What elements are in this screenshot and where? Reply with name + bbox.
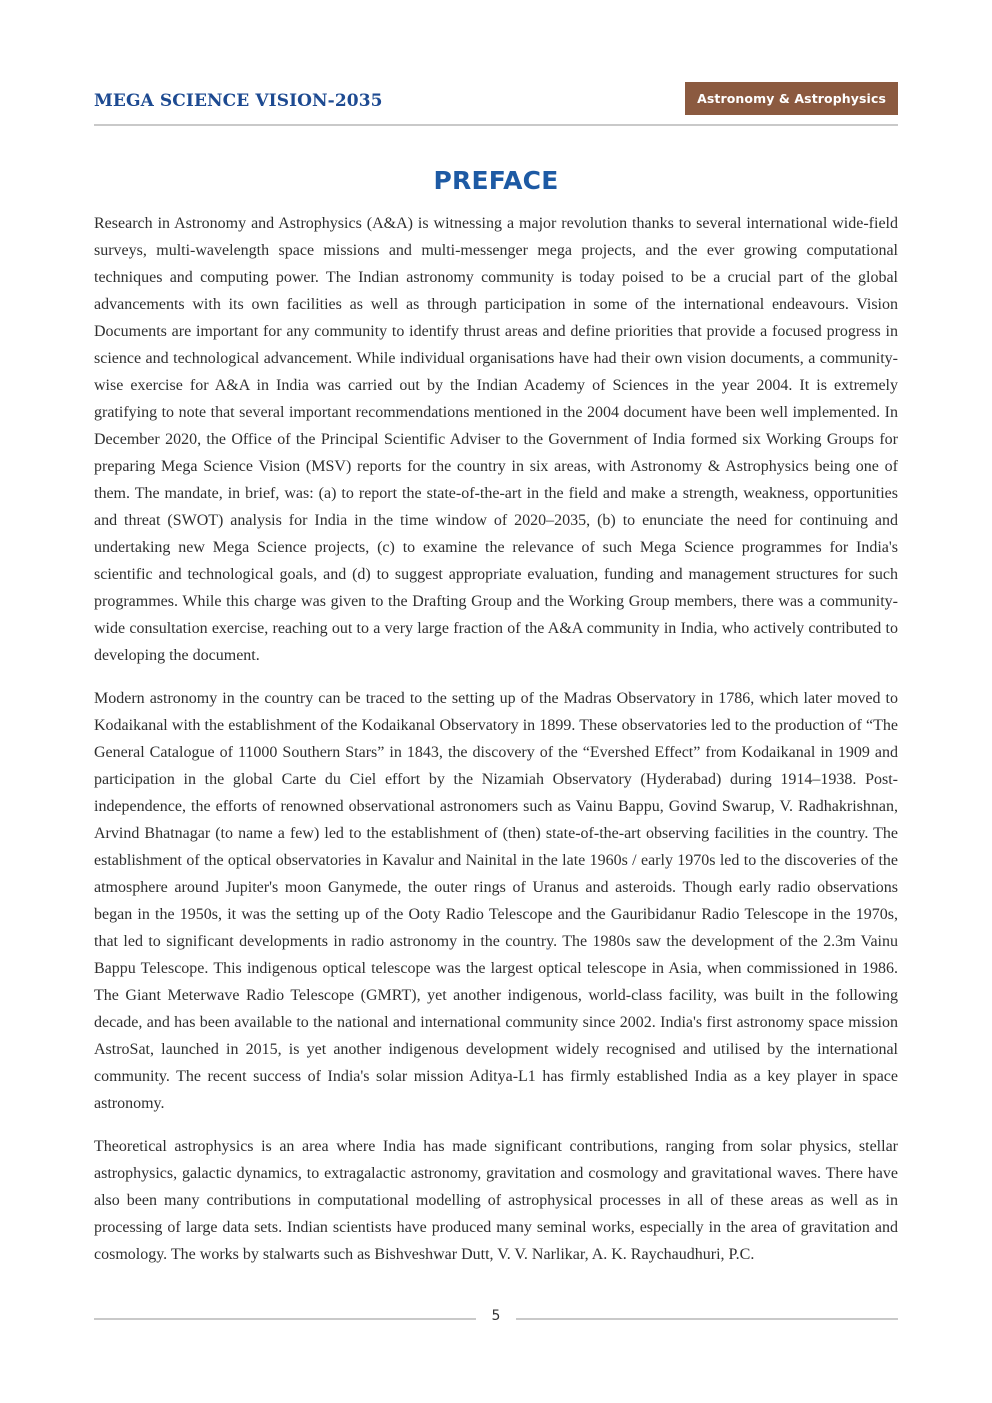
page-footer <box>94 1307 898 1331</box>
paragraph-1: Research in Astronomy and Astrophysics (A&A) is witnessing a major revolution thanks to several international wide-field surveys, multi-wavelength space missions and multi-messenger mega projects, and the ever growing computational techniques and computing power. The Indian astronomy community is today poised to be a crucial part of the global advancements with its own facilities as well as through participation in some of the international endeavours. Vision Documents are important for any community to identify thrust areas and define priorities that provide a focused progress in science and technological advancement. While individual organisations have had their own vision documents, a community-wise exercise for A&A in India was carried out by the Indian Academy of Sciences in the year 2004. It is extremely gratifying to note that several important recommendations mentioned in the 2004 document have been well implemented. In December 2020, the Office of the Principal Scientific Adviser to the Government of India formed six Working Groups for preparing Mega Science Vision (MSV) reports for the country in six areas, with Astronomy & Astrophysics being one of them. The mandate, in brief, was: (a) to report the state-of-the-art in the field and make a strength, weakness, opportunities and threat (SWOT) analysis for India in the time window of 2020–2035, (b) to enunciate the need for continuing and undertaking new Mega Science projects, (c) to examine the relevance of such Mega Science programmes for India's scientific and technological goals, and (d) to suggest appropriate evaluation, funding and management structures for such programmes. While this charge was given to the Drafting Group and the Working Group members, there was a community-wide consultation exercise, reaching out to a very large fraction of the A&A community in India, who actively contributed to developing the document. <box>94 215 898 664</box>
page-header <box>94 82 898 126</box>
body-text <box>94 210 898 1284</box>
page-title: PREFACE <box>433 166 559 195</box>
footer-divider-right <box>516 1318 898 1320</box>
page-number: 5 <box>491 1308 501 1324</box>
paragraph-3: Theoretical astrophysics is an area where India has made significant contributions, ranging from solar physics, stellar astrophysics, galactic dynamics, to extragalactic astronomy, gravitation and cosmology and gravitational waves. There have also been many contributions in computational modelling of astrophysical processes in all of these areas as well as in processing of large data sets. Indian scientists have produced many seminal works, especially in the area of gravitation and cosmology. The works by stalwarts such as Bishveshwar Dutt, V. V. Narlikar, A. K. Raychaudhuri, P.C. <box>94 1138 898 1263</box>
section-badge: Astronomy & Astrophysics <box>685 82 898 115</box>
document-title: MEGA SCIENCE VISION-2035 <box>94 91 383 111</box>
paragraph-2: Modern astronomy in the country can be traced to the setting up of the Madras Observatory in 1786, which later moved to Kodaikanal with the establishment of the Kodaikanal Observatory in 1899. These observatories led to the production of “The General Catalogue of 11000 Southern Stars” in 1843, the discovery of the “Evershed Effect” from Kodaikanal in 1909 and participation in the global Carte du Ciel effort by the Nizamiah Observatory (Hyderabad) during 1914–1938. Post-independence, the efforts of renowned observational astronomers such as Vainu Bappu, Govind Swarup, V. Radhakrishnan, Arvind Bhatnagar (to name a few) led to the establishment of (then) state-of-the-art observing facilities in the country. The establishment of the optical observatories in Kavalur and Nainital in the late 1960s / early 1970s led to the discoveries of the atmosphere around Jupiter's moon Ganymede, the outer rings of Uranus and asteroids. Though early radio observations began in the 1950s, it was the setting up of the Ooty Radio Telescope and the Gauribidanur Radio Telescope in the 1970s, that led to significant developments in radio astronomy in the country. The 1980s saw the development of the 2.3m Vainu Bappu Telescope. This indigenous optical telescope was the largest optical telescope in Asia, when commissioned in 1986. The Giant Meterwave Radio Telescope (GMRT), yet another indigenous, world-class facility, was built in the following decade, and has been available to the national and international community since 2002. India's first astronomy space mission AstroSat, launched in 2015, is yet another indigenous development widely recognised and utilised by the international community. The recent success of India's solar mission Aditya-L1 has firmly established India as a key player in space astronomy. <box>94 690 898 1112</box>
